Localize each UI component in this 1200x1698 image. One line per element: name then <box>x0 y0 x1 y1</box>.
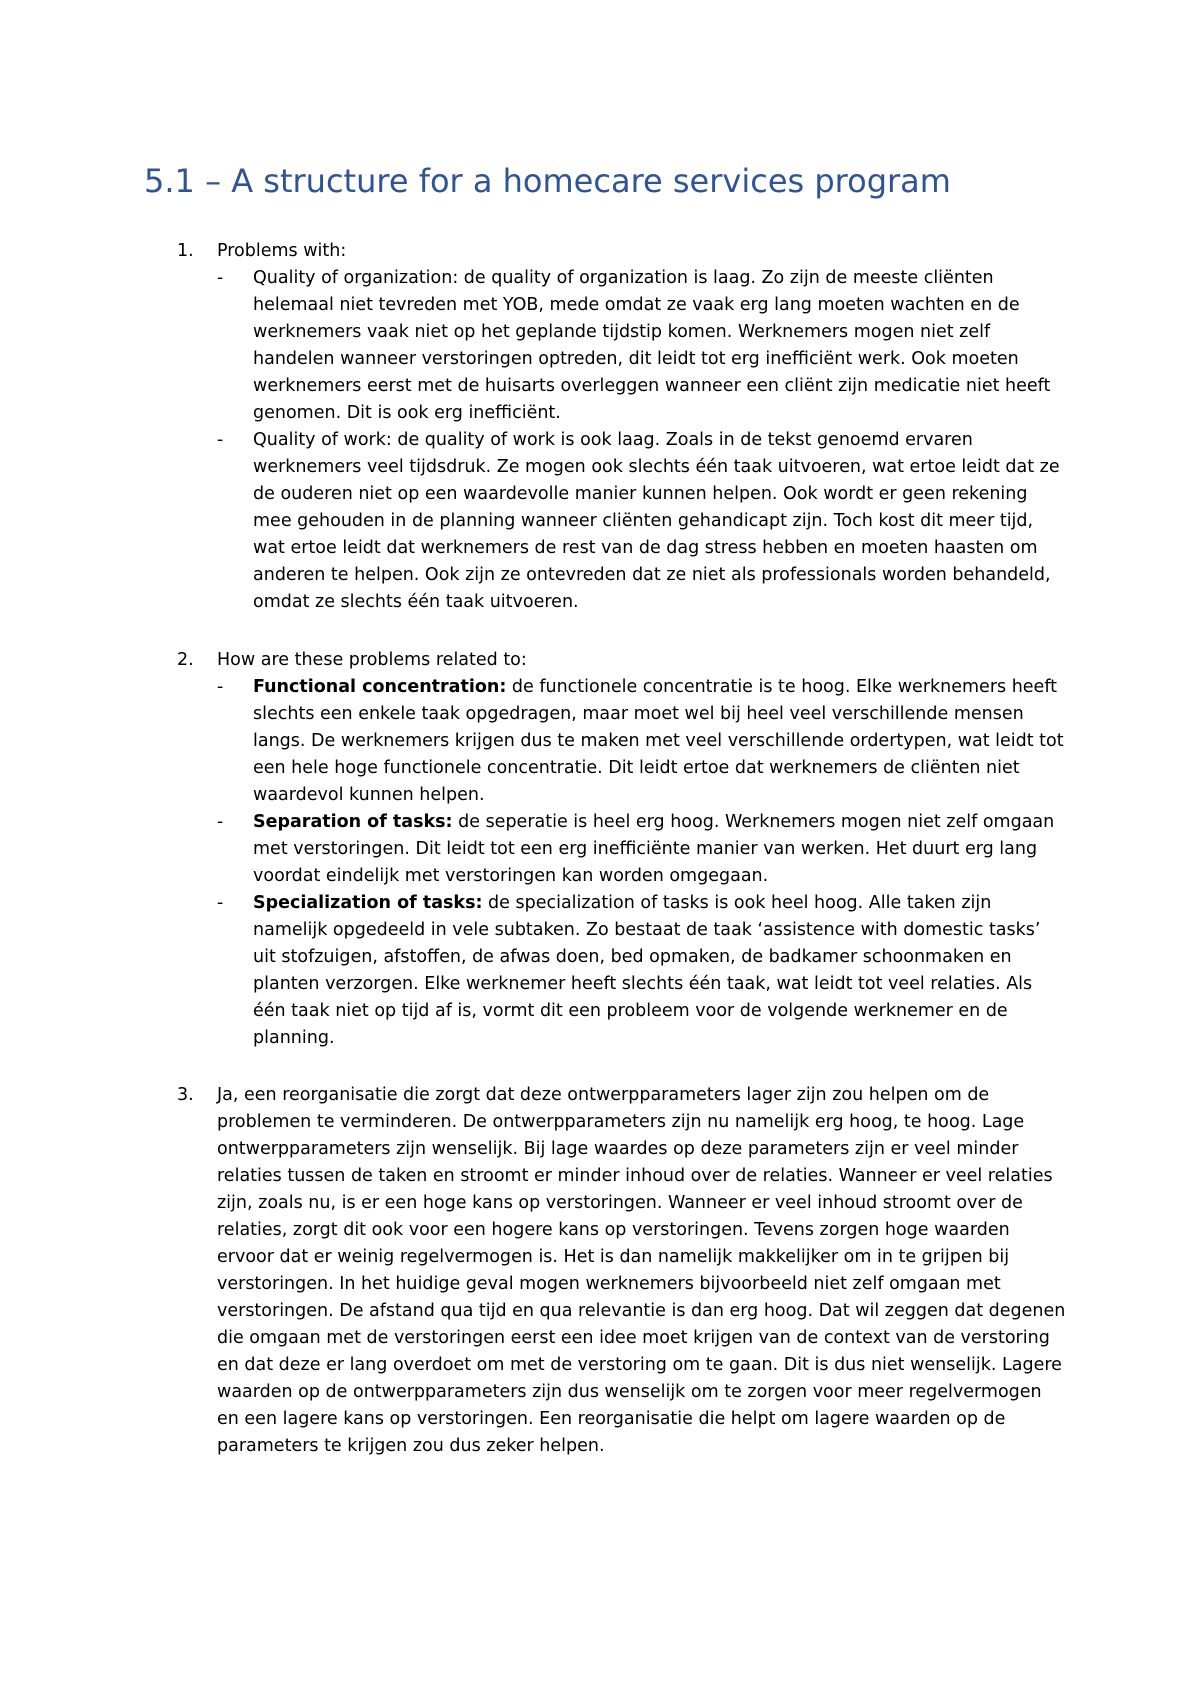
bullet-dash: - <box>217 268 224 288</box>
bullet-body: de seperatie is heel erg hoog. Werknemers mogen niet zelf omgaan met verstoringen. Dit leidt tot een erg inefficiënte manier van werken. Het duurt erg lang voordat eindelijk met verstoringen kan worden omgegaan. <box>253 812 1055 886</box>
bullet-text <box>253 265 1065 427</box>
bullet-label: Separation of tasks: <box>253 812 453 832</box>
bullet-label: Quality of organization: <box>253 268 459 288</box>
list-number: 2. <box>177 650 194 670</box>
bullet-dash: - <box>217 812 224 832</box>
list-number: 1. <box>177 241 194 261</box>
page-title: 5.1 – A structure for a homecare services program <box>144 162 951 200</box>
bullet-text <box>253 674 1065 809</box>
bullet-text <box>253 427 1065 616</box>
bullet-body: de functionele concentratie is te hoog. Elke werknemers heeft slechts een enkele taak opgedragen, maar moet wel bij heel veel verschillende mensen langs. De werknemers krijgen dus te maken met veel verschillende ordertypen, wat leidt tot een hele hoge functionele concentratie. Dit leidt ertoe dat werknemers de cliënten niet waardevol kunnen helpen. <box>253 677 1064 805</box>
question-intro: How are these problems related to: <box>217 650 527 670</box>
bullet-body: de quality of organization is laag. Zo zijn de meeste cliënten helemaal niet tevreden met YOB, mede omdat ze vaak erg lang moeten wachten en de werknemers vaak niet op het geplande tijdstip komen. Werknemers mogen niet zelf handelen wanneer verstoringen optreden, dit leidt tot erg inefficiënt werk. Ook moeten werknemers eerst met de huisarts overleggen wanneer een cliënt zijn medicatie niet heeft genomen. Dit is ook erg inefficiënt. <box>253 268 1051 423</box>
bullet-text <box>253 809 1065 890</box>
bullet-dash: - <box>217 430 224 450</box>
list-number: 3. <box>177 1085 194 1105</box>
bullet-body: de specialization of tasks is ook heel hoog. Alle taken zijn namelijk opgedeeld in vele subtaken. Zo bestaat de taak ‘assistence with domestic tasks’ uit stofzuigen, afstoffen, de afwas doen, bed opmaken, de badkamer schoonmaken en planten verzorgen. Elke werknemer heeft slechts één taak, wat leidt tot veel relaties. Als één taak niet op tijd af is, vormt dit een probleem voor de volgende werknemer en de planning. <box>253 893 1041 1048</box>
question-intro: Problems with: <box>217 241 347 261</box>
bullet-text <box>253 890 1065 1052</box>
bullet-body: de quality of work is ook laag. Zoals in de tekst genoemd ervaren werknemers veel tijdsdruk. Ze mogen ook slechts één taak uitvoeren, wat ertoe leidt dat ze de ouderen niet op een waardevolle manier kunnen helpen. Ook wordt er geen rekening mee gehouden in de planning wanneer cliënten gehandicapt zijn. Toch kost dit meer tijd, wat ertoe leidt dat werknemers de rest van de dag stress hebben en moeten haasten om anderen te helpen. Ook zijn ze ontevreden dat ze niet als professionals worden behandeld, omdat ze slechts één taak uitvoeren. <box>253 430 1060 612</box>
bullet-dash: - <box>217 677 224 697</box>
bullet-label: Quality of work: <box>253 430 392 450</box>
bullet-label: Specialization of tasks: <box>253 893 483 913</box>
bullet-dash: - <box>217 893 224 913</box>
bullet-label: Functional concentration: <box>253 677 507 697</box>
answer-paragraph: Ja, een reorganisatie die zorgt dat deze ontwerpparameters lager zijn zou helpen om de problemen te verminderen. De ontwerpparameters zijn nu namelijk erg hoog, te hoog. Lage ontwerpparameters zijn wenselijk. Bij lage waardes op deze parameters zijn er veel minder relaties tussen de taken en stroomt er minder inhoud over de relaties. Wanneer er veel relaties zijn, zoals nu, is er een hoge kans op verstoringen. Wanneer er veel inhoud stroomt over de relaties, zorgt dit ook voor een hogere kans op verstoringen. Tevens zorgen hoge waarden ervoor dat er weinig regelvermogen is. Het is dan namelijk makkelijker om in te grijpen bij verstoringen. In het huidige geval mogen werknemers bijvoorbeeld niet zelf omgaan met verstoringen. De afstand qua tijd en qua relevantie is dan erg hoog. Dat wil zeggen dat degenen die omgaan met de verstoringen eerst een idee moet krijgen van de context van de verstoring en dat deze er lang overdoet om met de verstoring om te gaan. Dit is dus niet wenselijk. Lagere waarden op de ontwerpparameters zijn dus wenselijk om te zorgen voor meer regelvermogen en een lagere kans op verstoringen. Een reorganisatie die helpt om lagere waarden op de parameters te krijgen zou dus zeker helpen. <box>217 1085 1066 1456</box>
